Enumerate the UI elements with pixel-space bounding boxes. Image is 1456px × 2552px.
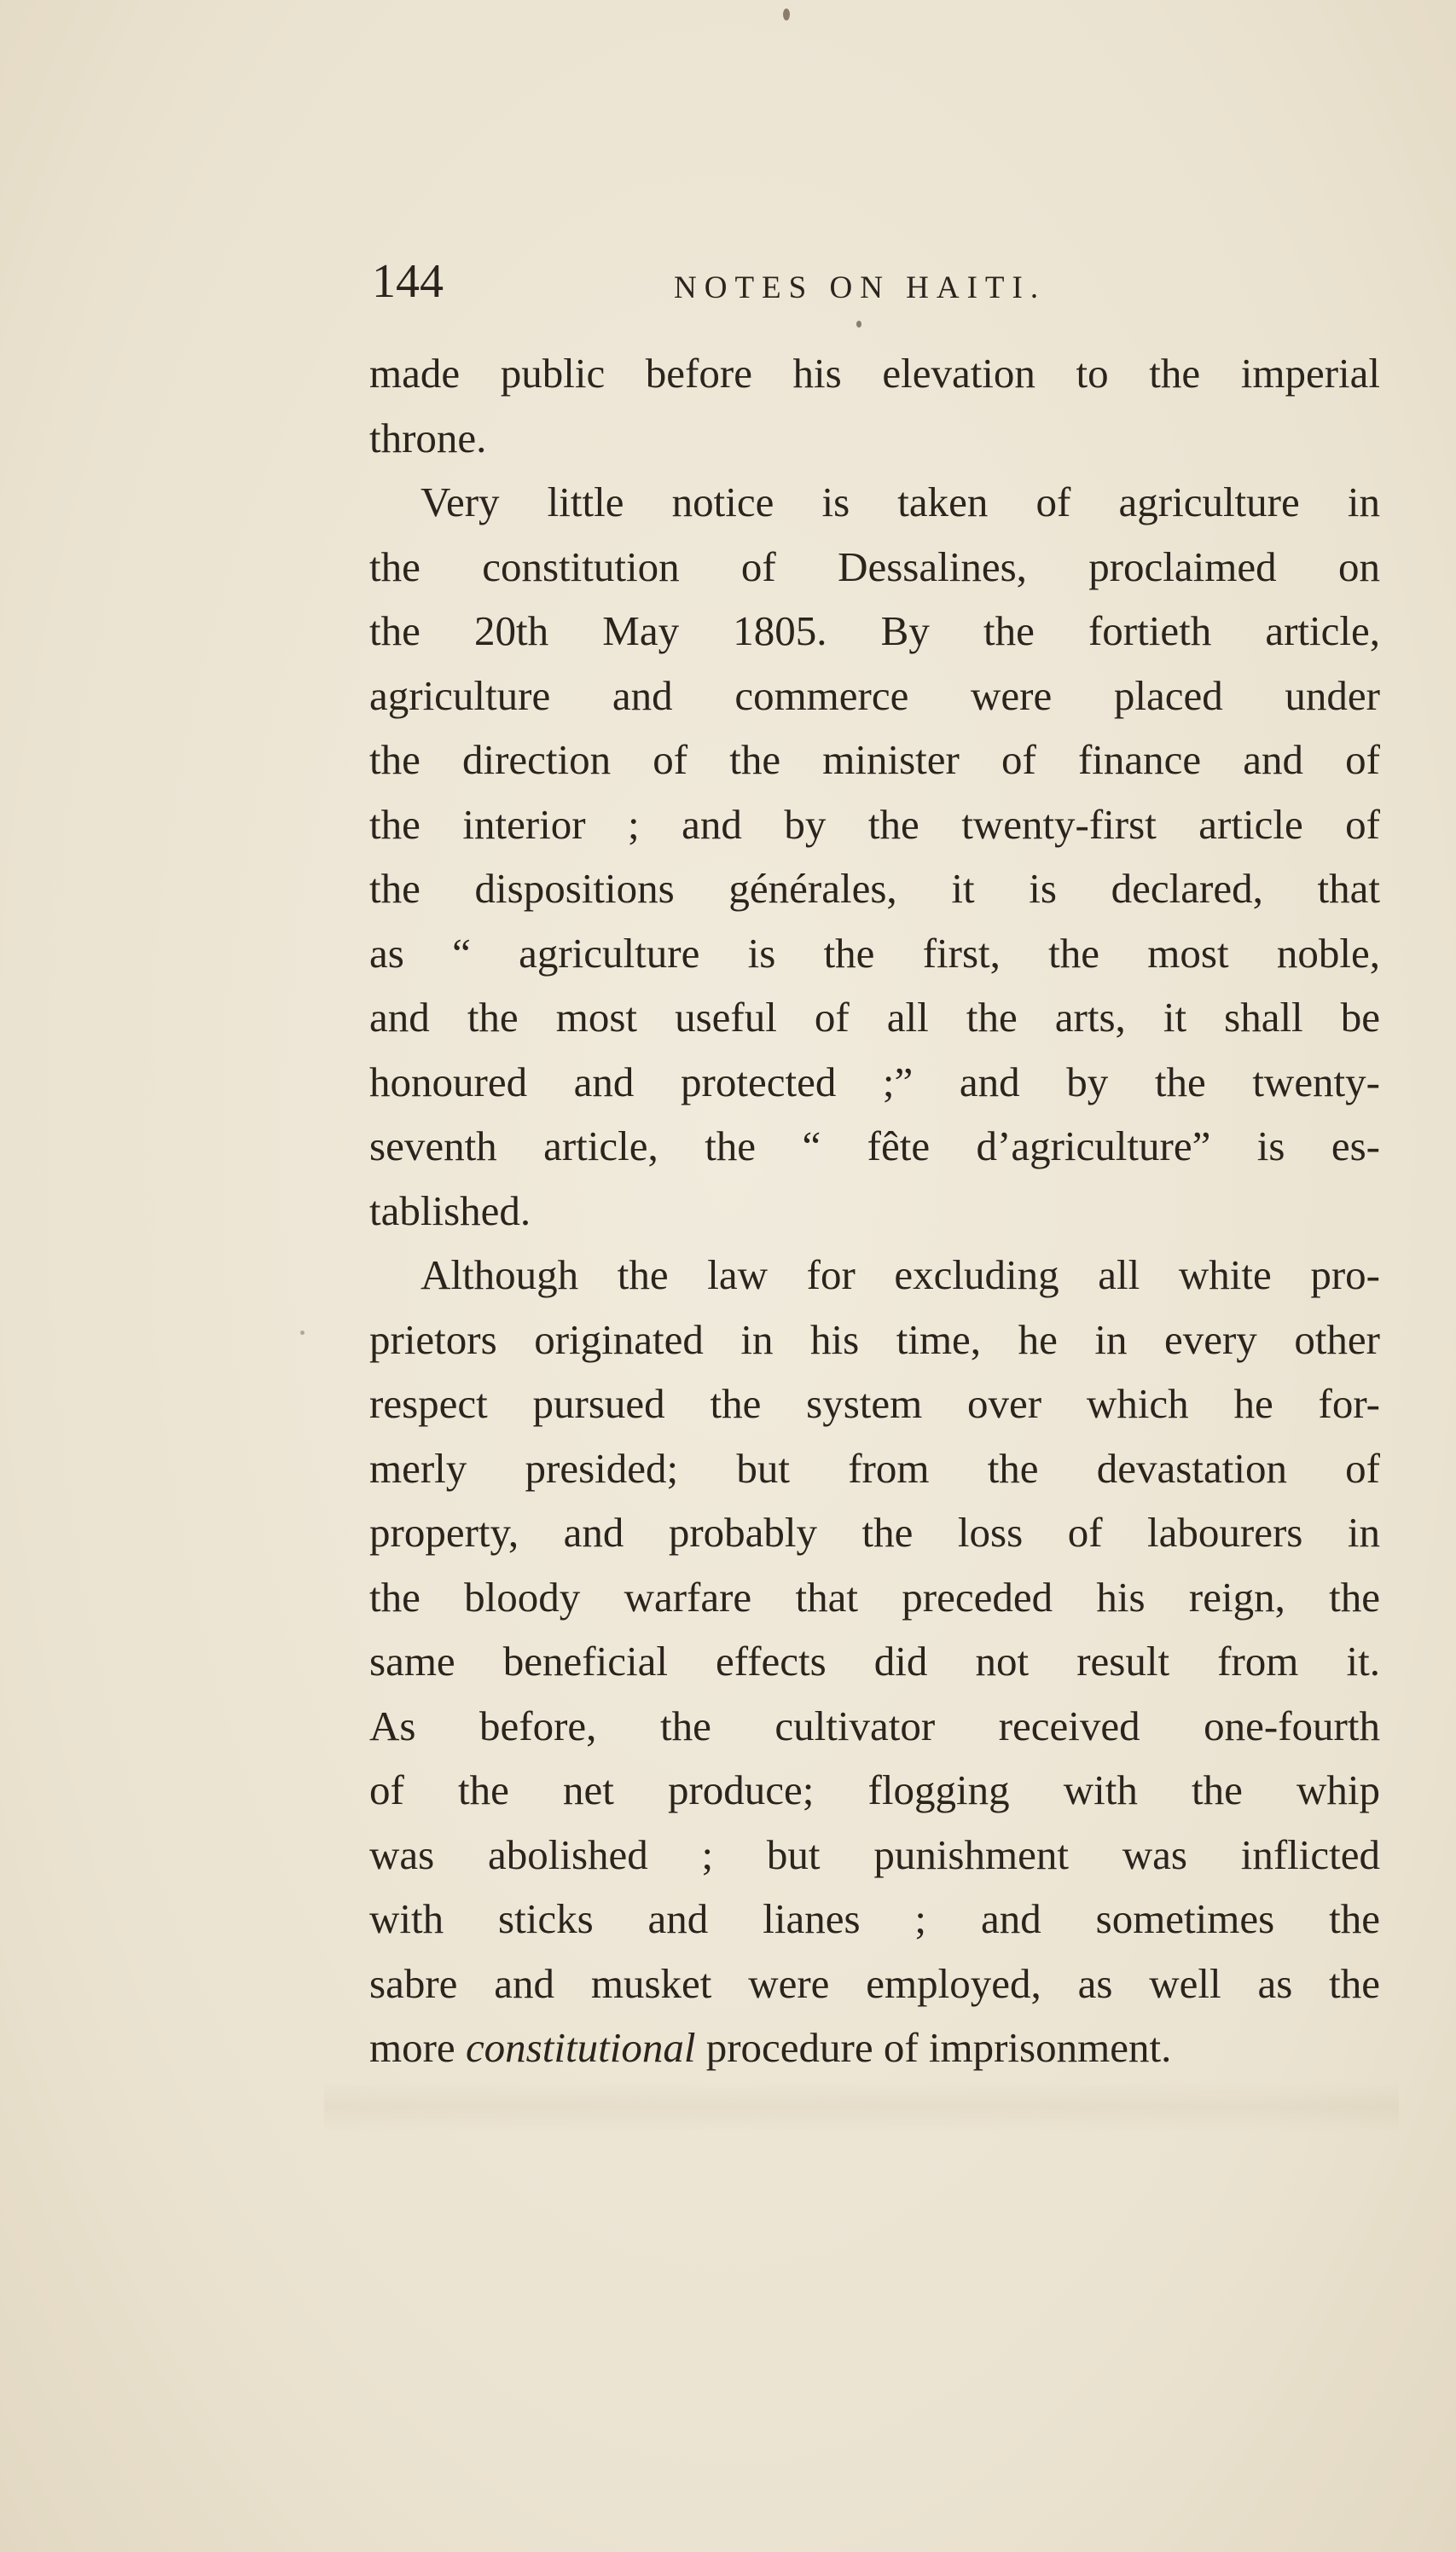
text-line: property, and probably the loss of labourers in [369, 1509, 1380, 1556]
text-line: sabre and musket were employed, as well as the [369, 1959, 1380, 2007]
text-line: respect pursued the system over which he for- [369, 1380, 1380, 1427]
text-line: honoured and protected ;” and by the twenty- [369, 1058, 1380, 1105]
text-line: merly presided; but from the devastation of [369, 1444, 1380, 1492]
text-line: made public before his elevation to the imperial [369, 350, 1380, 397]
text-line: the 20th May 1805. By the fortieth article, [369, 607, 1380, 654]
text-line: the dispositions générales, it is declared, that [369, 865, 1380, 912]
text-line: prietors originated in his time, he in every other [369, 1315, 1380, 1363]
text-line: Very little notice is taken of agriculture in [421, 478, 1380, 525]
text-line: was abolished ; but punishment was inflicted [369, 1830, 1380, 1878]
running-title: NOTES ON HAITI. [674, 270, 1047, 305]
paragraph-2 [369, 470, 1380, 1243]
text-fragment: procedure of imprisonment. [695, 2024, 1172, 2071]
text-line: with sticks and lianes ; and sometimes the [369, 1895, 1380, 1942]
paper-smudge [324, 2081, 1399, 2132]
text-line: Although the law for excluding all white pro- [421, 1251, 1380, 1298]
text-line: agriculture and commerce were placed under [369, 671, 1380, 719]
paper-speck [783, 9, 790, 20]
text-line: as “ agriculture is the first, the most noble, [369, 929, 1380, 977]
paragraph-3 [369, 1243, 1380, 2080]
italic-word: constitutional [465, 2024, 696, 2071]
text-line: the interior ; and by the twenty-first article of [369, 800, 1380, 848]
text-line: the bloody warfare that preceded his reign, the [369, 1573, 1380, 1621]
paper-speck [300, 1331, 305, 1335]
page-number: 144 [372, 255, 444, 308]
paper-speck [856, 321, 861, 328]
text-line: tablished. [369, 1186, 531, 1234]
text-line: throne. [369, 414, 487, 461]
text-line: and the most useful of all the arts, it shall be [369, 994, 1380, 1041]
text-line: the direction of the minister of finance and of [369, 736, 1380, 783]
paragraph-1 [369, 341, 1380, 470]
text-line: of the net produce; flogging with the whip [369, 1766, 1380, 1813]
text-line: As before, the cultivator received one-fourth [369, 1702, 1380, 1749]
text-line: same beneficial effects did not result from it. [369, 1638, 1380, 1685]
text-fragment: more [369, 2024, 466, 2071]
text-line: the constitution of Dessalines, proclaimed on [369, 542, 1380, 590]
body-text [369, 341, 1380, 2080]
text-line-final [369, 2016, 1380, 2080]
text-line: seventh article, the “ fête d’agriculture” is es- [369, 1122, 1380, 1169]
